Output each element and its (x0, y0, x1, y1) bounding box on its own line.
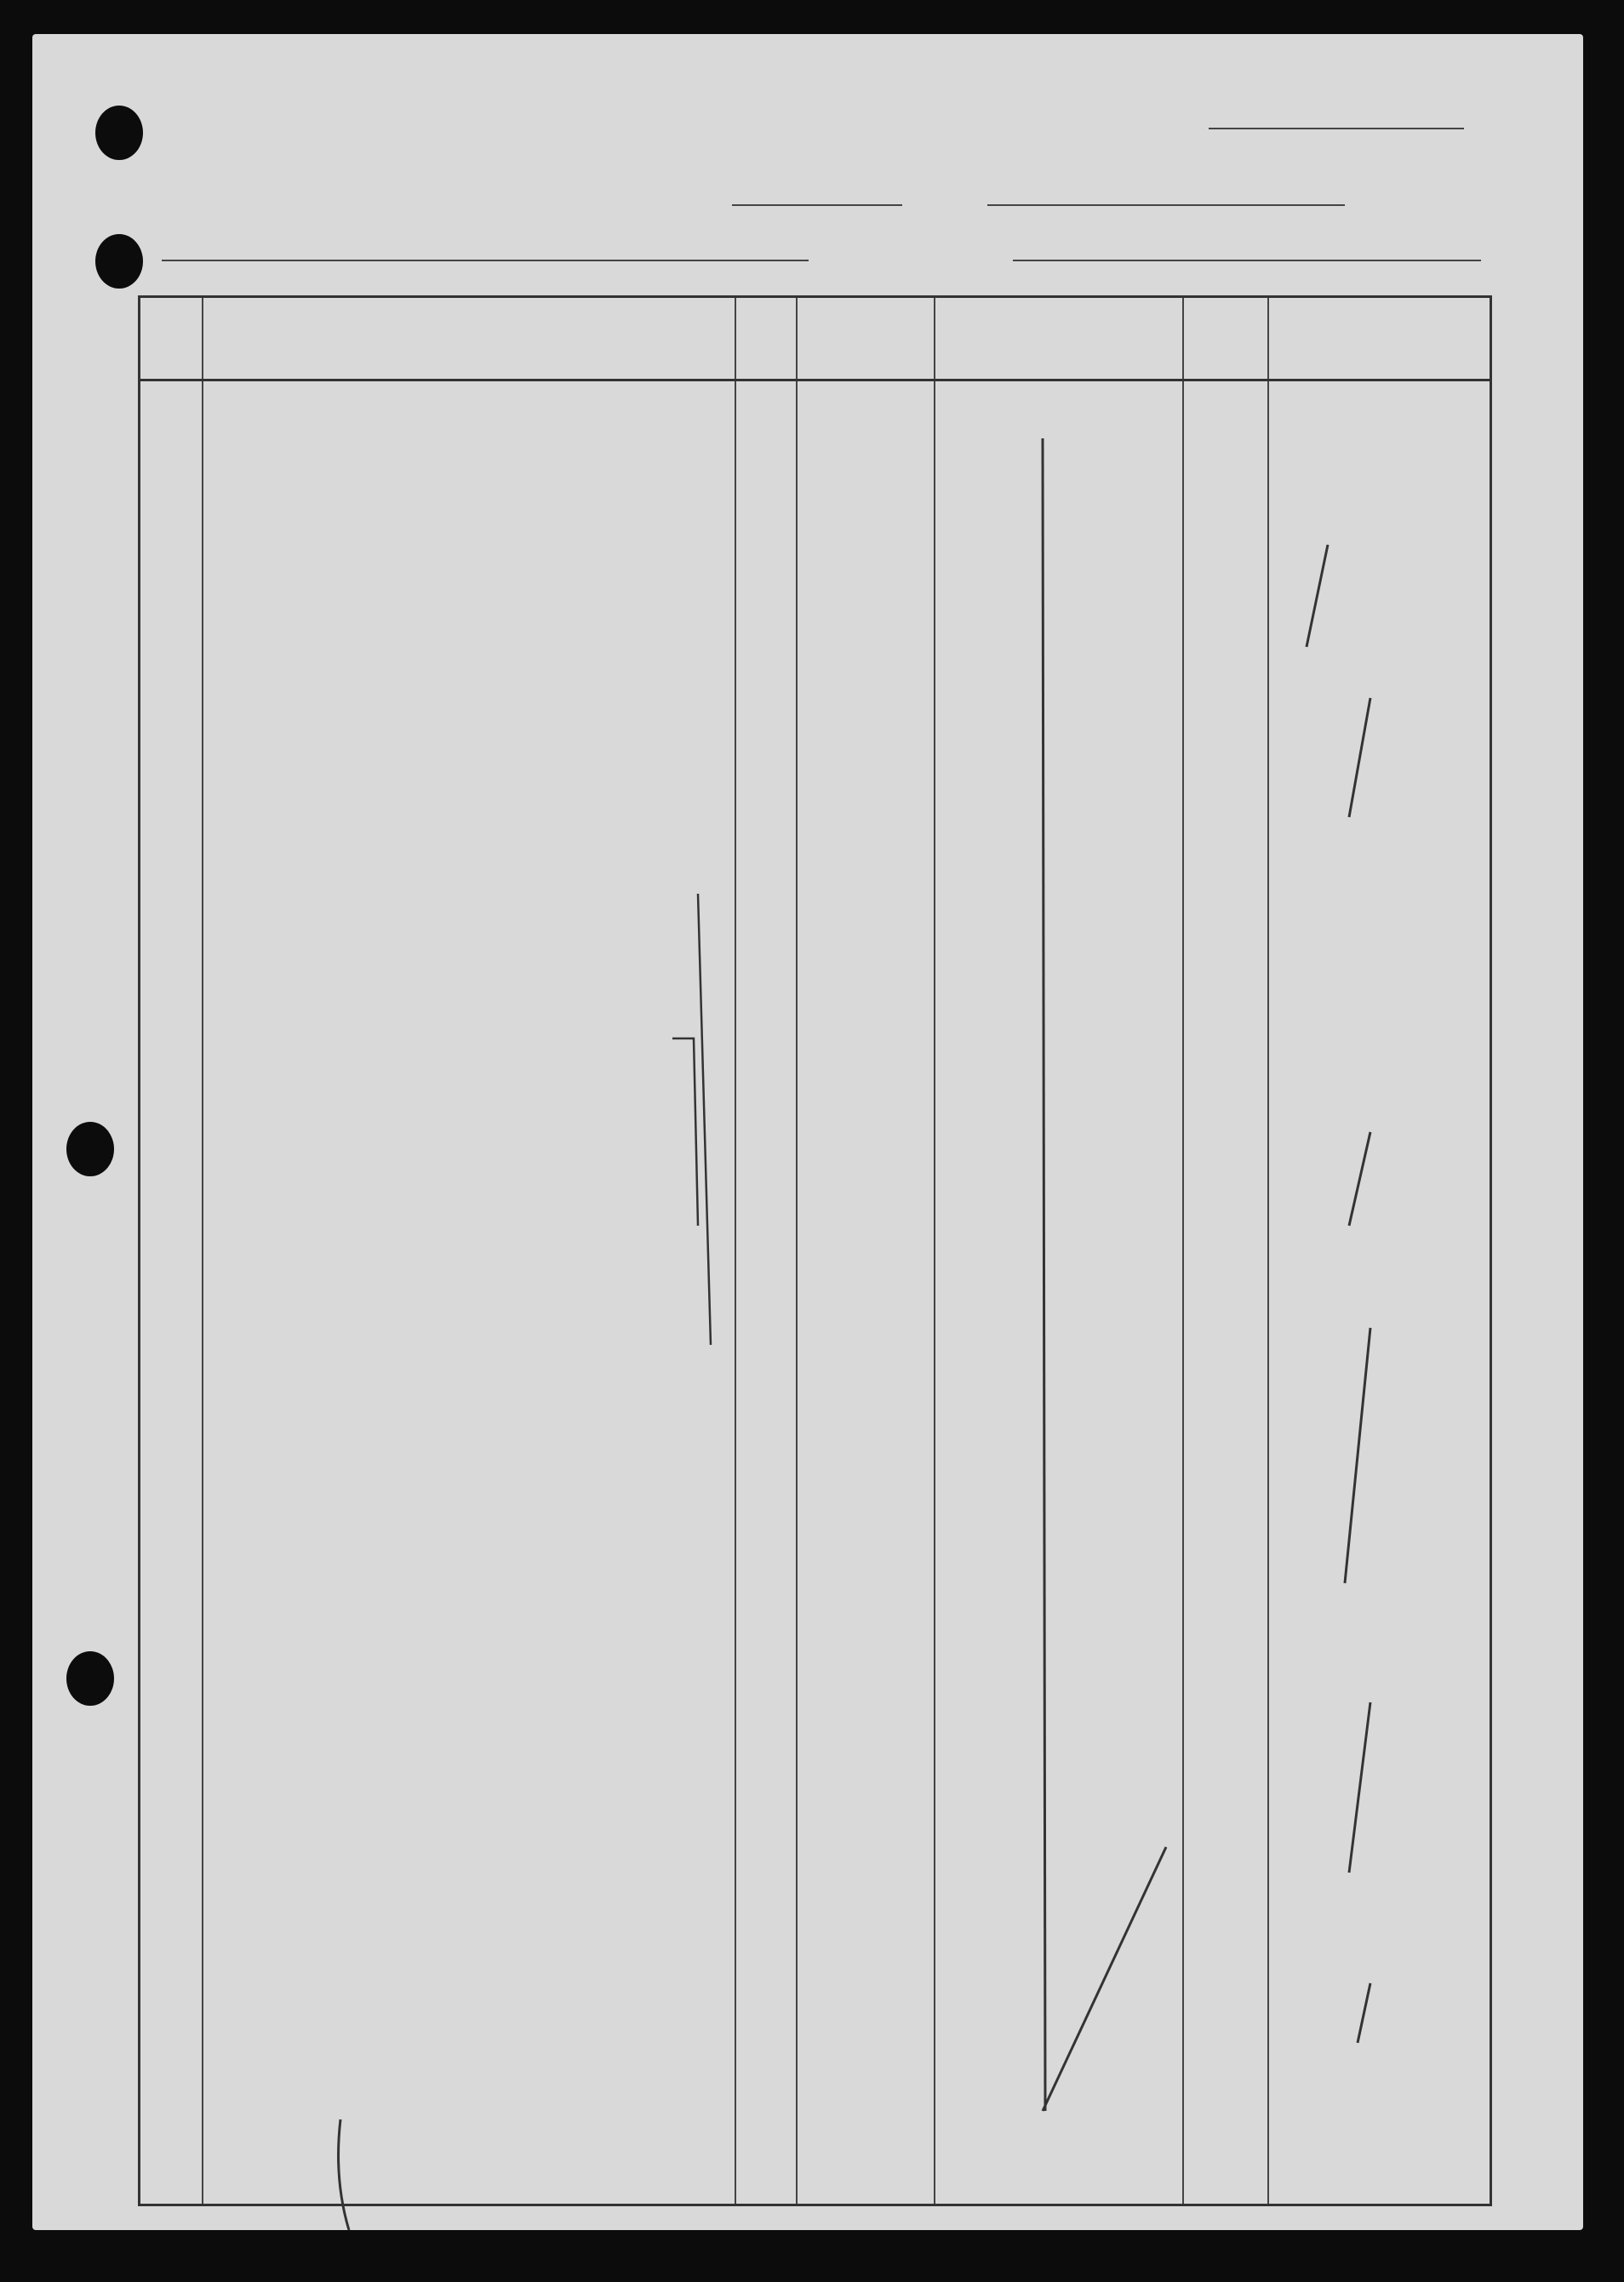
punch-hole (95, 234, 143, 289)
passenger-table (138, 295, 1492, 2206)
punch-hole (66, 1122, 114, 1176)
punch-hole (66, 1651, 114, 1706)
punch-hole (95, 106, 143, 160)
